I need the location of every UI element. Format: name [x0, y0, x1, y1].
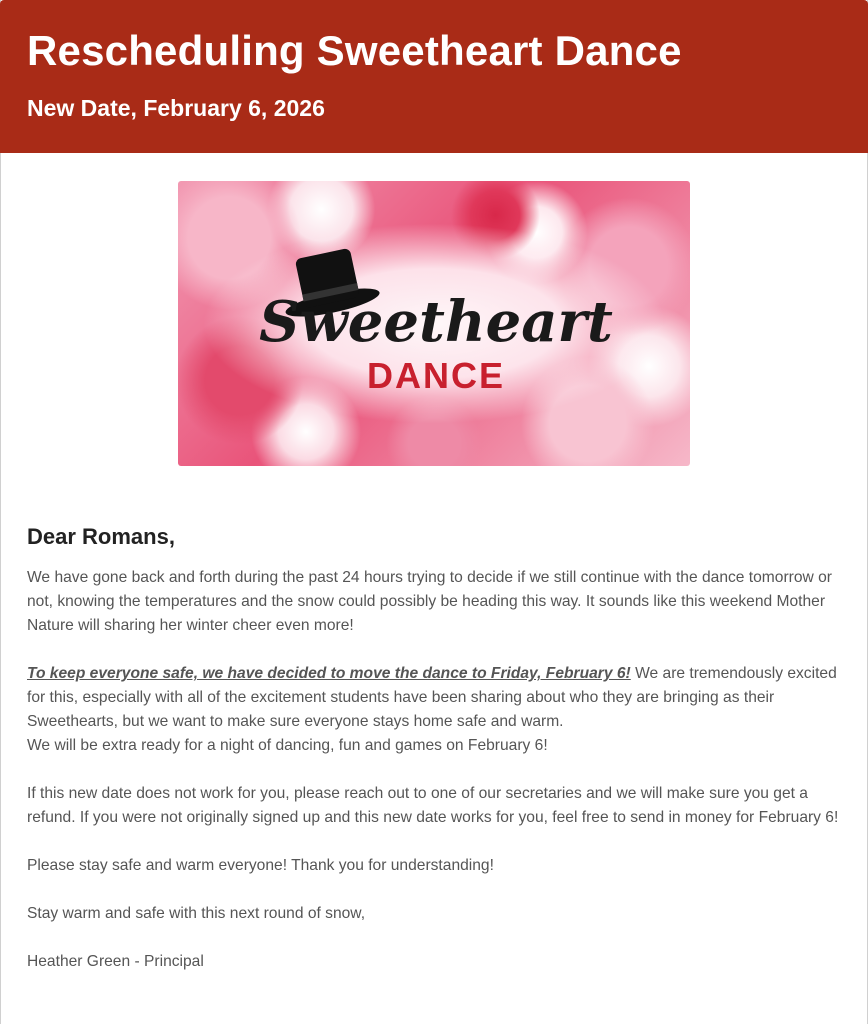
- announcement-header: [0, 0, 868, 153]
- paragraph-2-text: We are tremendously excited for this, especially with all of the excitement students have been sharing about who they are bringing as their Sweethearts, but we want to make sure everyone stays home safe and warm.: [27, 665, 837, 730]
- paragraph-3: If this new date does not work for you, please reach out to one of our secretaries and we will make sure you get a refund. If you were not originally signed up and this new date works for you, feel free to send in money for February 6!: [27, 785, 839, 826]
- new-date-announcement: To keep everyone safe, we have decided to move the dance to Friday, February 6!: [27, 665, 631, 682]
- sweetheart-dance-image: [178, 181, 690, 466]
- page-title: Rescheduling Sweetheart Dance: [27, 27, 682, 74]
- letter-body: [27, 522, 847, 998]
- paragraph-2-line2: We will be extra ready for a night of dancing, fun and games on February 6!: [27, 737, 548, 754]
- closing-line: Stay warm and safe with this next round of snow,: [27, 905, 366, 922]
- logo-dance-text: DANCE: [366, 355, 506, 396]
- signature: Heather Green - Principal: [27, 953, 204, 970]
- paragraph-4: Please stay safe and warm everyone! Thank you for understanding!: [27, 857, 494, 874]
- letter-greeting: Dear Romans,: [27, 524, 175, 549]
- sweetheart-dance-logo: [178, 181, 690, 466]
- page-subtitle: New Date, February 6, 2026: [27, 95, 325, 121]
- paragraph-1: We have gone back and forth during the past 24 hours trying to decide if we still continue with the dance tomorrow or not, knowing the temperatures and the snow could possibly be heading this way. It sounds like this weekend Mother Nature will sharing her winter cheer even more!: [27, 569, 832, 634]
- paragraph-2: [27, 662, 847, 758]
- logo-script-text: Sweetheart: [259, 289, 613, 355]
